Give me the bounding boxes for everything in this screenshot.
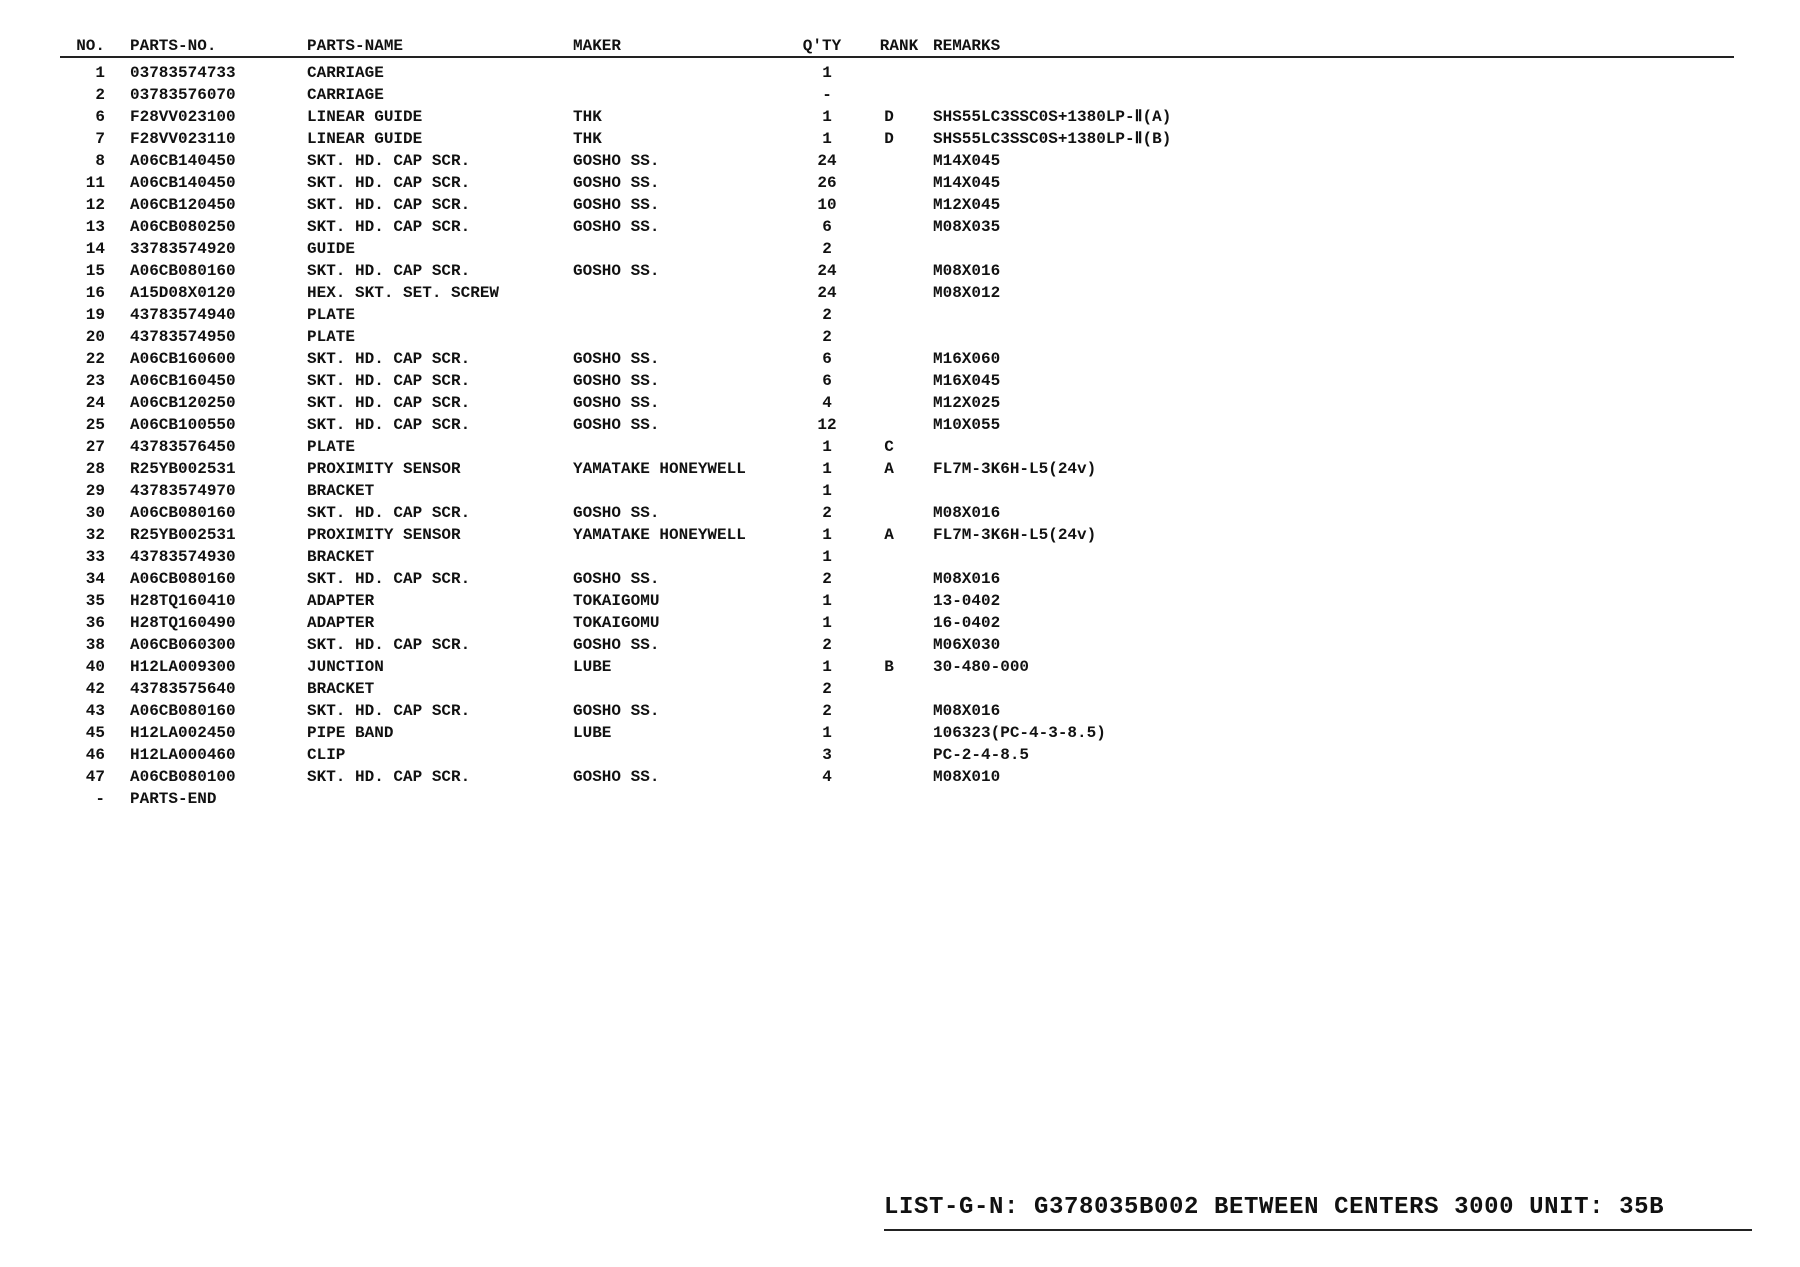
- cell-parts-name: PLATE: [307, 306, 356, 324]
- cell-parts-name: PIPE BAND: [307, 724, 394, 742]
- cell-qty: 2: [822, 306, 832, 324]
- cell-maker: GOSHO SS.: [573, 504, 660, 522]
- cell-no: 45: [85, 724, 105, 742]
- table-row: [60, 788, 1734, 810]
- cell-parts-no: F28VV023100: [130, 108, 236, 126]
- cell-qty: 6: [822, 350, 832, 368]
- table-row: [60, 260, 1734, 282]
- list-title: LIST-G-N: G378035B002 BETWEEN CENTERS 3000 UNIT: 35B: [884, 1194, 1665, 1221]
- cell-no: 29: [85, 482, 105, 500]
- cell-no: 30: [85, 504, 105, 522]
- cell-parts-no: H28TQ160490: [130, 614, 236, 632]
- cell-parts-no: 03783576070: [130, 86, 236, 104]
- cell-no: 38: [85, 636, 105, 654]
- cell-parts-no: A06CB160600: [130, 350, 236, 368]
- cell-parts-no: A06CB080250: [130, 218, 236, 236]
- cell-parts-name: SKT. HD. CAP SCR.: [307, 372, 471, 390]
- cell-parts-name: HEX. SKT. SET. SCREW: [307, 284, 500, 302]
- cell-remarks: M08X016: [933, 262, 1001, 280]
- cell-maker: YAMATAKE HONEYWELL: [573, 526, 746, 544]
- cell-remarks: 13-0402: [933, 592, 1001, 610]
- cell-parts-no: 43783574970: [130, 482, 236, 500]
- cell-parts-name: BRACKET: [307, 680, 375, 698]
- cell-parts-name: SKT. HD. CAP SCR.: [307, 416, 471, 434]
- cell-parts-no: A06CB080160: [130, 504, 236, 522]
- cell-qty: 1: [822, 64, 832, 82]
- cell-parts-name: PROXIMITY SENSOR: [307, 460, 461, 478]
- cell-parts-no: A06CB080160: [130, 262, 236, 280]
- cell-maker: GOSHO SS.: [573, 416, 660, 434]
- cell-parts-no: A06CB060300: [130, 636, 236, 654]
- table-row: [60, 722, 1734, 744]
- cell-no: 22: [85, 350, 105, 368]
- cell-no: 2: [95, 86, 105, 104]
- cell-remarks: FL7M-3K6H-L5(24v): [933, 526, 1097, 544]
- cell-parts-no: H12LA002450: [130, 724, 236, 742]
- cell-parts-name: PLATE: [307, 328, 356, 346]
- cell-maker: YAMATAKE HONEYWELL: [573, 460, 746, 478]
- cell-parts-name: ADAPTER: [307, 592, 375, 610]
- parts-table: [60, 36, 1734, 810]
- cell-no: 16: [85, 284, 105, 302]
- table-row: [60, 590, 1734, 612]
- table-row: [60, 106, 1734, 128]
- cell-remarks: FL7M-3K6H-L5(24v): [933, 460, 1097, 478]
- cell-qty: 1: [822, 130, 832, 148]
- cell-maker: LUBE: [573, 724, 612, 742]
- cell-parts-no: H12LA000460: [130, 746, 236, 764]
- cell-qty: 2: [822, 328, 832, 346]
- cell-qty: 2: [822, 680, 832, 698]
- cell-qty: 24: [817, 284, 837, 302]
- cell-remarks: 16-0402: [933, 614, 1001, 632]
- cell-qty: 1: [822, 460, 832, 478]
- table-row: [60, 414, 1734, 436]
- cell-qty: 24: [817, 262, 837, 280]
- cell-remarks: M16X045: [933, 372, 1001, 390]
- cell-remarks: M08X016: [933, 570, 1001, 588]
- table-row: [60, 634, 1734, 656]
- header-qty: Q'TY: [802, 37, 842, 55]
- table-row: [60, 524, 1734, 546]
- cell-no: 32: [85, 526, 105, 544]
- cell-qty: -: [822, 86, 832, 104]
- cell-qty: 2: [822, 570, 832, 588]
- cell-remarks: SHS55LC3SSC0S+1380LP-Ⅱ(B): [933, 130, 1172, 148]
- cell-qty: 2: [822, 702, 832, 720]
- table-row: [60, 194, 1734, 216]
- cell-parts-name: CARRIAGE: [307, 86, 384, 104]
- cell-qty: 10: [817, 196, 837, 214]
- cell-remarks: M08X010: [933, 768, 1001, 786]
- header-remarks: REMARKS: [933, 37, 1001, 55]
- cell-remarks: M14X045: [933, 152, 1001, 170]
- cell-qty: 6: [822, 218, 832, 236]
- cell-no: 1: [95, 64, 105, 82]
- cell-parts-name: LINEAR GUIDE: [307, 130, 423, 148]
- cell-parts-name: SKT. HD. CAP SCR.: [307, 394, 471, 412]
- cell-no: 34: [85, 570, 105, 588]
- cell-parts-no: A06CB080100: [130, 768, 236, 786]
- cell-parts-name: SKT. HD. CAP SCR.: [307, 262, 471, 280]
- cell-maker: TOKAIGOMU: [573, 592, 660, 610]
- table-row: [60, 480, 1734, 502]
- table-row: [60, 216, 1734, 238]
- cell-parts-no: 03783574733: [130, 64, 236, 82]
- cell-no: 23: [85, 372, 105, 390]
- table-body: [60, 62, 1734, 810]
- cell-rank: A: [884, 526, 894, 544]
- cell-parts-name: ADAPTER: [307, 614, 375, 632]
- cell-no: 8: [95, 152, 105, 170]
- table-row: [60, 392, 1734, 414]
- cell-parts-no: R25YB002531: [130, 460, 236, 478]
- table-row: [60, 744, 1734, 766]
- table-row: [60, 678, 1734, 700]
- cell-no: 33: [85, 548, 105, 566]
- cell-qty: 4: [822, 768, 832, 786]
- cell-parts-no: 43783574940: [130, 306, 236, 324]
- cell-maker: GOSHO SS.: [573, 350, 660, 368]
- cell-no: 46: [85, 746, 105, 764]
- cell-qty: 1: [822, 482, 832, 500]
- cell-rank: A: [884, 460, 894, 478]
- cell-remarks: M06X030: [933, 636, 1001, 654]
- cell-parts-no: R25YB002531: [130, 526, 236, 544]
- cell-maker: GOSHO SS.: [573, 768, 660, 786]
- cell-qty: 26: [817, 174, 837, 192]
- cell-remarks: M08X016: [933, 702, 1001, 720]
- cell-parts-no: 43783574930: [130, 548, 236, 566]
- cell-no: 47: [85, 768, 105, 786]
- table-row: [60, 326, 1734, 348]
- cell-parts-no: 43783574950: [130, 328, 236, 346]
- cell-no: 28: [85, 460, 105, 478]
- table-row: [60, 150, 1734, 172]
- cell-parts-no: F28VV023110: [130, 130, 236, 148]
- cell-maker: THK: [573, 108, 602, 126]
- cell-no: 20: [85, 328, 105, 346]
- cell-no: 35: [85, 592, 105, 610]
- cell-no: 14: [85, 240, 105, 258]
- cell-remarks: M16X060: [933, 350, 1001, 368]
- cell-parts-no: A06CB140450: [130, 174, 236, 192]
- cell-no: 24: [85, 394, 105, 412]
- cell-remarks: PC-2-4-8.5: [933, 746, 1030, 764]
- cell-maker: TOKAIGOMU: [573, 614, 660, 632]
- cell-qty: 1: [822, 614, 832, 632]
- cell-parts-name: GUIDE: [307, 240, 356, 258]
- table-row: [60, 612, 1734, 634]
- cell-parts-name: SKT. HD. CAP SCR.: [307, 768, 471, 786]
- cell-no: 11: [85, 174, 105, 192]
- cell-parts-no: A06CB100550: [130, 416, 236, 434]
- cell-qty: 1: [822, 548, 832, 566]
- cell-no: 7: [95, 130, 105, 148]
- cell-parts-no: A06CB160450: [130, 372, 236, 390]
- cell-rank: B: [884, 658, 894, 676]
- cell-qty: 2: [822, 240, 832, 258]
- cell-remarks: M12X045: [933, 196, 1001, 214]
- table-row: [60, 568, 1734, 590]
- cell-qty: 1: [822, 658, 832, 676]
- cell-qty: 3: [822, 746, 832, 764]
- cell-maker: GOSHO SS.: [573, 152, 660, 170]
- cell-remarks: M10X055: [933, 416, 1001, 434]
- cell-maker: GOSHO SS.: [573, 394, 660, 412]
- table-row: [60, 436, 1734, 458]
- cell-parts-no: A15D08X0120: [130, 284, 236, 302]
- cell-no: 42: [85, 680, 105, 698]
- cell-remarks: SHS55LC3SSC0S+1380LP-Ⅱ(A): [933, 108, 1172, 126]
- cell-parts-name: SKT. HD. CAP SCR.: [307, 152, 471, 170]
- table-row: [60, 304, 1734, 326]
- table-row: [60, 282, 1734, 304]
- cell-no: 25: [85, 416, 105, 434]
- cell-no: 27: [85, 438, 105, 456]
- cell-parts-no: A06CB120250: [130, 394, 236, 412]
- cell-parts-name: SKT. HD. CAP SCR.: [307, 504, 471, 522]
- cell-parts-name: LINEAR GUIDE: [307, 108, 423, 126]
- cell-parts-no: PARTS-END: [130, 790, 217, 808]
- table-row: [60, 84, 1734, 106]
- cell-parts-no: A06CB080160: [130, 570, 236, 588]
- cell-parts-name: JUNCTION: [307, 658, 384, 676]
- cell-qty: 1: [822, 526, 832, 544]
- header-parts-no: PARTS-NO.: [130, 37, 217, 55]
- cell-rank: D: [884, 130, 894, 148]
- table-row: [60, 238, 1734, 260]
- cell-maker: GOSHO SS.: [573, 218, 660, 236]
- cell-maker: GOSHO SS.: [573, 262, 660, 280]
- cell-qty: 1: [822, 438, 832, 456]
- list-title-underline: [884, 1229, 1752, 1231]
- cell-remarks: 106323(PC-4-3-8.5): [933, 724, 1106, 742]
- header-maker: MAKER: [573, 37, 622, 55]
- cell-parts-no: 33783574920: [130, 240, 236, 258]
- table-row: [60, 458, 1734, 480]
- cell-no: -: [95, 790, 105, 808]
- table-row: [60, 370, 1734, 392]
- cell-parts-no: H12LA009300: [130, 658, 236, 676]
- cell-no: 40: [85, 658, 105, 676]
- cell-no: 12: [85, 196, 105, 214]
- header-parts-name: PARTS-NAME: [307, 37, 404, 55]
- cell-parts-name: PLATE: [307, 438, 356, 456]
- table-row: [60, 62, 1734, 84]
- cell-maker: GOSHO SS.: [573, 570, 660, 588]
- cell-parts-no: A06CB140450: [130, 152, 236, 170]
- cell-parts-name: SKT. HD. CAP SCR.: [307, 636, 471, 654]
- cell-parts-no: A06CB120450: [130, 196, 236, 214]
- cell-maker: GOSHO SS.: [573, 636, 660, 654]
- cell-remarks: 30-480-000: [933, 658, 1030, 676]
- cell-remarks: M08X012: [933, 284, 1001, 302]
- cell-parts-no: A06CB080160: [130, 702, 236, 720]
- cell-qty: 1: [822, 108, 832, 126]
- cell-qty: 24: [817, 152, 837, 170]
- header-rank: RANK: [879, 37, 919, 55]
- cell-no: 6: [95, 108, 105, 126]
- cell-parts-no: 43783575640: [130, 680, 236, 698]
- cell-parts-name: SKT. HD. CAP SCR.: [307, 570, 471, 588]
- table-row: [60, 502, 1734, 524]
- cell-no: 15: [85, 262, 105, 280]
- cell-parts-name: PROXIMITY SENSOR: [307, 526, 461, 544]
- table-row: [60, 700, 1734, 722]
- cell-remarks: M14X045: [933, 174, 1001, 192]
- cell-parts-name: BRACKET: [307, 548, 375, 566]
- header-divider: [60, 56, 1734, 58]
- table-row: [60, 766, 1734, 788]
- cell-maker: GOSHO SS.: [573, 196, 660, 214]
- cell-parts-name: SKT. HD. CAP SCR.: [307, 702, 471, 720]
- cell-rank: C: [884, 438, 894, 456]
- cell-parts-name: SKT. HD. CAP SCR.: [307, 174, 471, 192]
- cell-maker: GOSHO SS.: [573, 372, 660, 390]
- header-no: NO.: [76, 37, 105, 55]
- cell-no: 19: [85, 306, 105, 324]
- cell-parts-no: 43783576450: [130, 438, 236, 456]
- cell-maker: GOSHO SS.: [573, 174, 660, 192]
- table-row: [60, 172, 1734, 194]
- cell-parts-no: H28TQ160410: [130, 592, 236, 610]
- cell-remarks: M08X016: [933, 504, 1001, 522]
- cell-maker: GOSHO SS.: [573, 702, 660, 720]
- cell-no: 13: [85, 218, 105, 236]
- cell-no: 43: [85, 702, 105, 720]
- cell-parts-name: SKT. HD. CAP SCR.: [307, 218, 471, 236]
- cell-rank: D: [884, 108, 894, 126]
- cell-maker: THK: [573, 130, 602, 148]
- table-row: [60, 348, 1734, 370]
- table-row: [60, 546, 1734, 568]
- cell-qty: 12: [817, 416, 837, 434]
- cell-parts-name: SKT. HD. CAP SCR.: [307, 350, 471, 368]
- cell-parts-name: SKT. HD. CAP SCR.: [307, 196, 471, 214]
- cell-parts-name: BRACKET: [307, 482, 375, 500]
- cell-qty: 4: [822, 394, 832, 412]
- table-row: [60, 656, 1734, 678]
- cell-qty: 6: [822, 372, 832, 390]
- cell-no: 36: [85, 614, 105, 632]
- cell-parts-name: CARRIAGE: [307, 64, 384, 82]
- table-header: [60, 36, 1734, 56]
- cell-maker: LUBE: [573, 658, 612, 676]
- table-row: [60, 128, 1734, 150]
- cell-remarks: M08X035: [933, 218, 1001, 236]
- cell-parts-name: CLIP: [307, 746, 346, 764]
- cell-qty: 2: [822, 504, 832, 522]
- cell-remarks: M12X025: [933, 394, 1001, 412]
- cell-qty: 2: [822, 636, 832, 654]
- cell-qty: 1: [822, 724, 832, 742]
- cell-qty: 1: [822, 592, 832, 610]
